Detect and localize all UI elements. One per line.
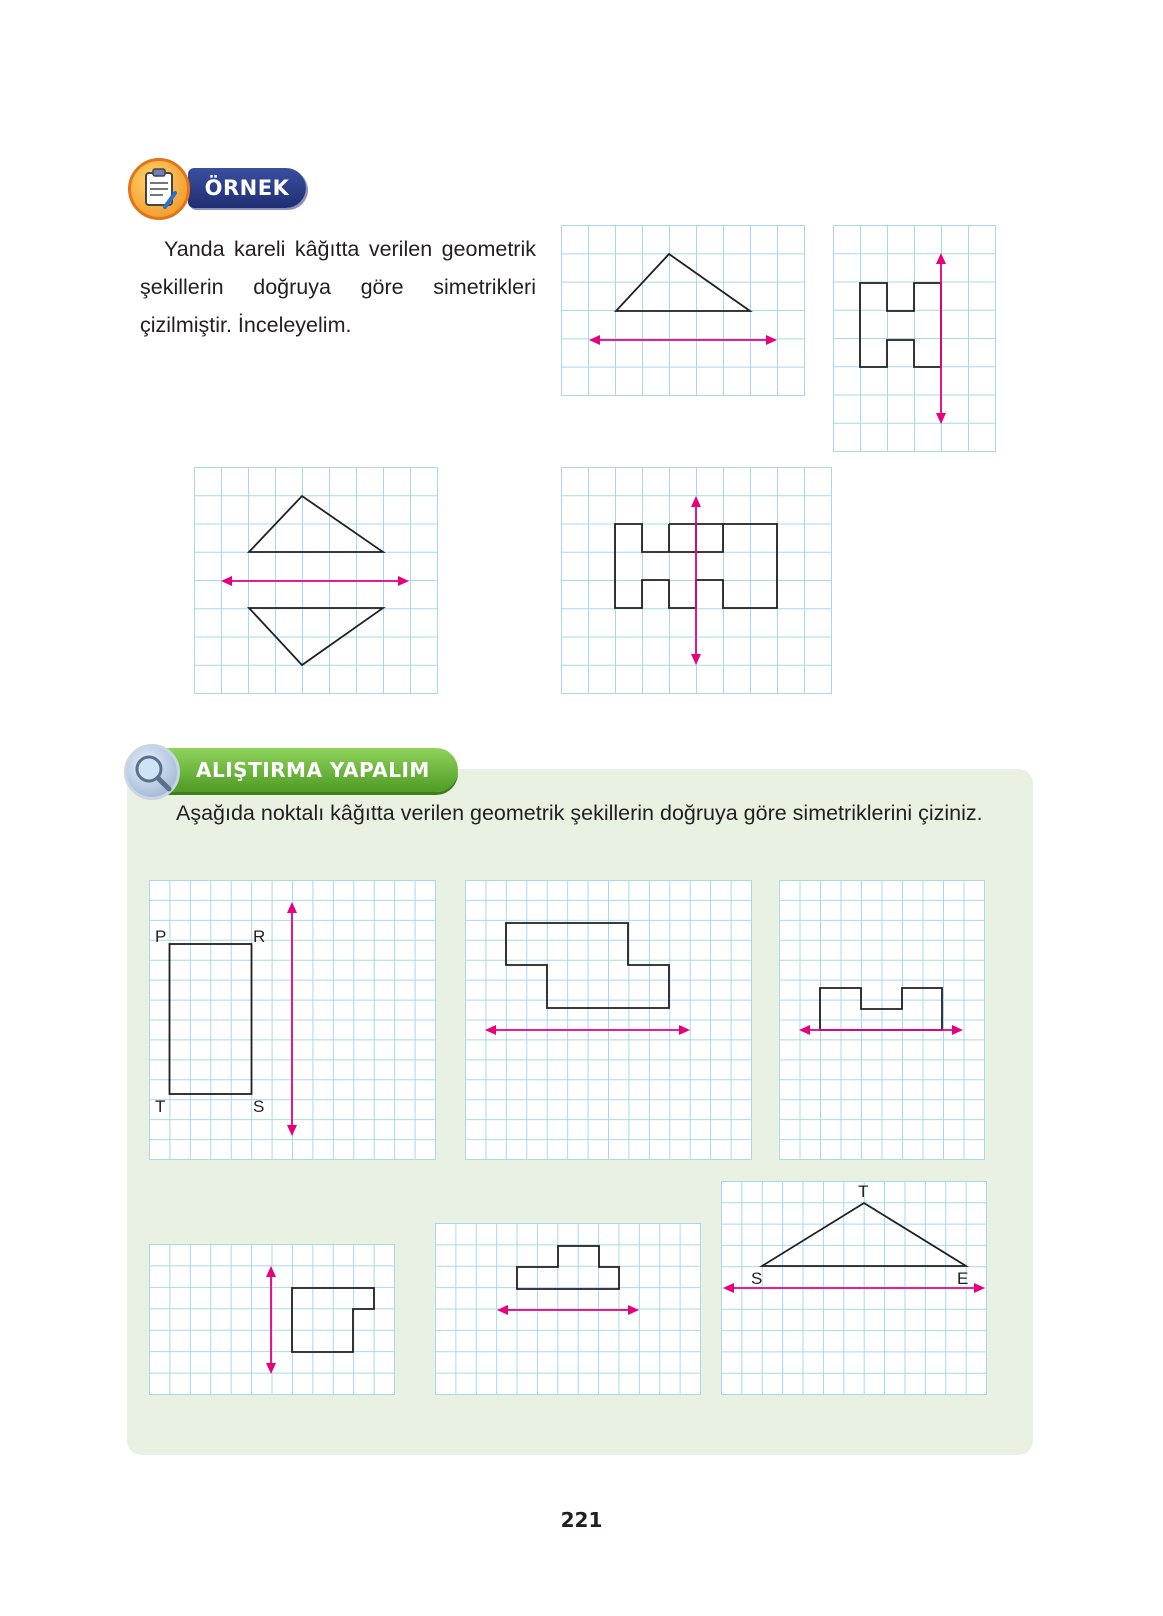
grid-lines bbox=[465, 880, 752, 1160]
clipboard-icon bbox=[128, 158, 190, 220]
label-t: T bbox=[155, 1097, 166, 1116]
grid-lines bbox=[779, 880, 985, 1160]
alistirma-badge-label: ALIŞTIRMA YAPALIM bbox=[154, 748, 458, 792]
example-grid-h-shape bbox=[833, 225, 996, 452]
grid-lines bbox=[833, 225, 996, 452]
exercise-grid-castle-shape bbox=[779, 880, 985, 1160]
exercise-grid-triangle-ste bbox=[721, 1181, 987, 1395]
label-e: E bbox=[957, 1269, 969, 1288]
symmetry-axis bbox=[589, 335, 777, 345]
label-s: S bbox=[751, 1269, 763, 1288]
label-t: T bbox=[858, 1182, 869, 1201]
label-s: S bbox=[253, 1097, 265, 1116]
example-grid-triangle bbox=[561, 225, 805, 396]
symmetry-axis bbox=[221, 576, 409, 586]
exercise-grid-rectangle bbox=[149, 880, 436, 1160]
label-p: P bbox=[155, 927, 167, 946]
h-shape bbox=[860, 283, 941, 367]
ornek-badge bbox=[128, 158, 318, 220]
exercise-grid-step-shape bbox=[465, 880, 752, 1160]
ornek-badge-label: ÖRNEK bbox=[188, 168, 306, 208]
grid-lines bbox=[149, 1244, 395, 1395]
example-solution-triangle bbox=[194, 467, 438, 694]
exercise-grid-l-shape bbox=[149, 1244, 395, 1395]
exercise-grid-tblock-shape bbox=[435, 1223, 701, 1395]
alistirma-text: Aşağıda noktalı kâğıtta verilen geometrik şekillerin doğruya göre simetriklerini çiziniz. bbox=[176, 801, 983, 825]
page-number: 221 bbox=[560, 1508, 603, 1532]
grid-lines bbox=[435, 1223, 701, 1395]
ornek-text: Yanda kareli kâğıtta verilen geometrik şekillerin doğruya göre simetrikleri çizilmiştir. İnceleyelim. bbox=[140, 237, 536, 337]
alistirma-badge bbox=[124, 744, 464, 800]
magnifier-icon bbox=[124, 744, 180, 800]
example-solution-h-shape bbox=[561, 467, 832, 694]
label-r: R bbox=[253, 927, 266, 946]
